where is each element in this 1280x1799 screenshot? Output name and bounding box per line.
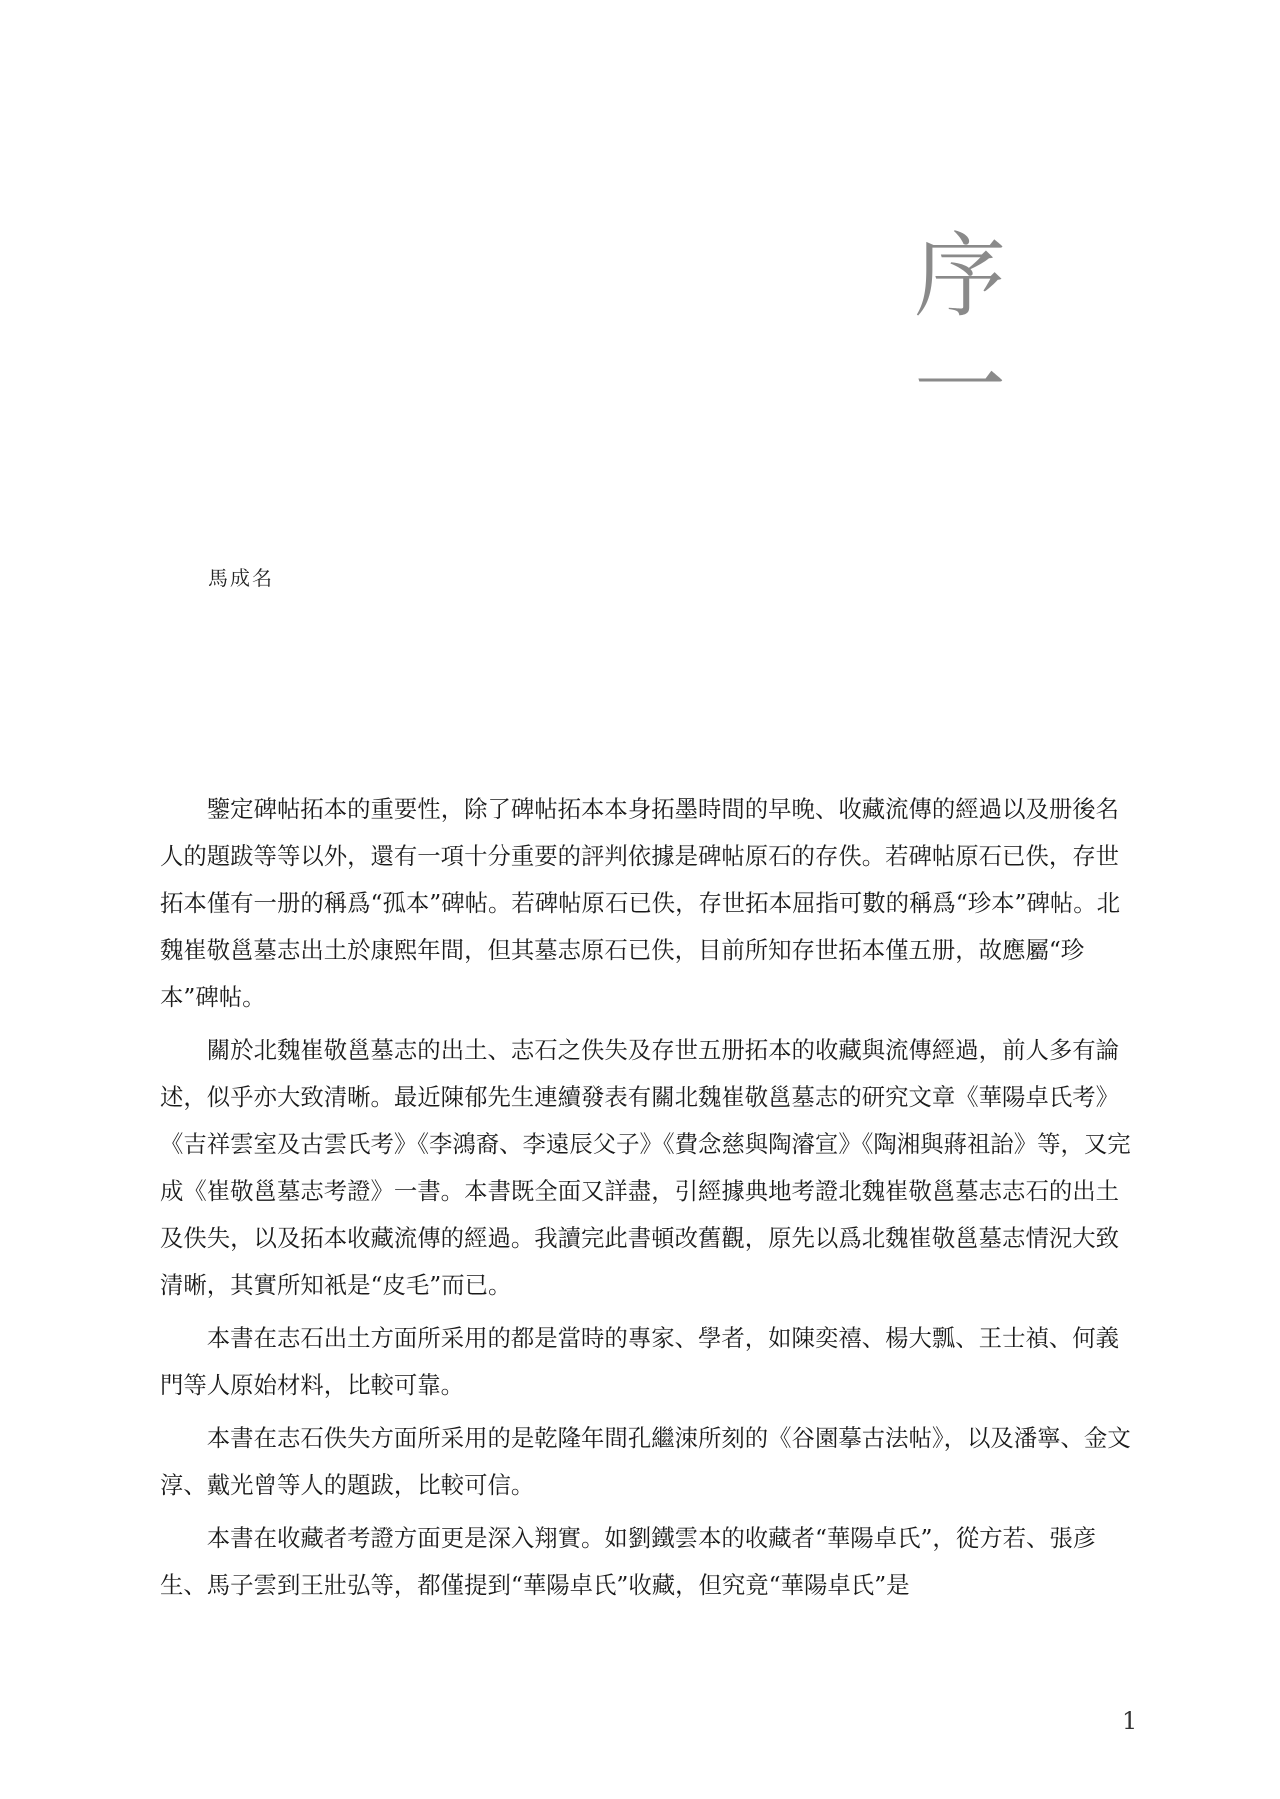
chapter-title <box>905 222 1015 442</box>
paragraph: 鑒定碑帖拓本的重要性，除了碑帖拓本本身拓墨時間的早晚、收藏流傳的經過以及册後名人的題跋等等以外，還有一項十分重要的評判依據是碑帖原石的存佚。若碑帖原石已佚，存世拓本僅有一册的稱爲“孤本”碑帖。若碑帖原石已佚，存世拓本屈指可數的稱爲“珍本”碑帖。北魏崔敬邕墓志出土於康熙年間，但其墓志原石已佚，目前所知存世拓本僅五册，故應屬“珍本”碑帖。 <box>160 795 1121 1011</box>
paragraph: 關於北魏崔敬邕墓志的出土、志石之佚失及存世五册拓本的收藏與流傳經過，前人多有論述，似乎亦大致清晰。最近陳郁先生連續發表有關北魏崔敬邕墓志的研究文章《華陽卓氏考》《吉祥雲室及古雲氏考》《李鴻裔、李遠辰父子》《費念慈與陶濬宣》《陶湘與蔣祖詒》等，又完成《崔敬邕墓志考證》一書。本書既全面又詳盡，引經據典地考證北魏崔敬邕墓志志石的出土及佚失，以及拓本收藏流傳的經過。我讀完此書頓改舊觀，原先以爲北魏崔敬邕墓志情況大致清晰，其實所知衹是“皮毛”而已。 <box>160 1036 1131 1299</box>
paragraph: 本書在志石出土方面所采用的都是當時的專家、學者，如陳奕禧、楊大瓢、王士禎、何義門等人原始材料，比較可靠。 <box>160 1324 1120 1399</box>
paragraph: 本書在志石佚失方面所采用的是乾隆年間孔繼涑所刻的《谷園摹古法帖》，以及潘寧、金文淳、戴光曾等人的題跋，比較可信。 <box>160 1424 1131 1499</box>
body-text <box>160 786 1140 1609</box>
chapter-title-char-1: 序 <box>913 223 1006 330</box>
page-number: 1 <box>1122 1707 1138 1735</box>
paragraph: 本書在收藏者考證方面更是深入翔實。如劉鐵雲本的收藏者“華陽卓氏”，從方若、張彦生、馬子雲到王壯弘等，都僅提到“華陽卓氏”收藏，但究竟“華陽卓氏”是 <box>160 1524 1097 1599</box>
author-name: 馬成名 <box>208 566 274 590</box>
chapter-title-char-2: 一 <box>913 333 1006 440</box>
